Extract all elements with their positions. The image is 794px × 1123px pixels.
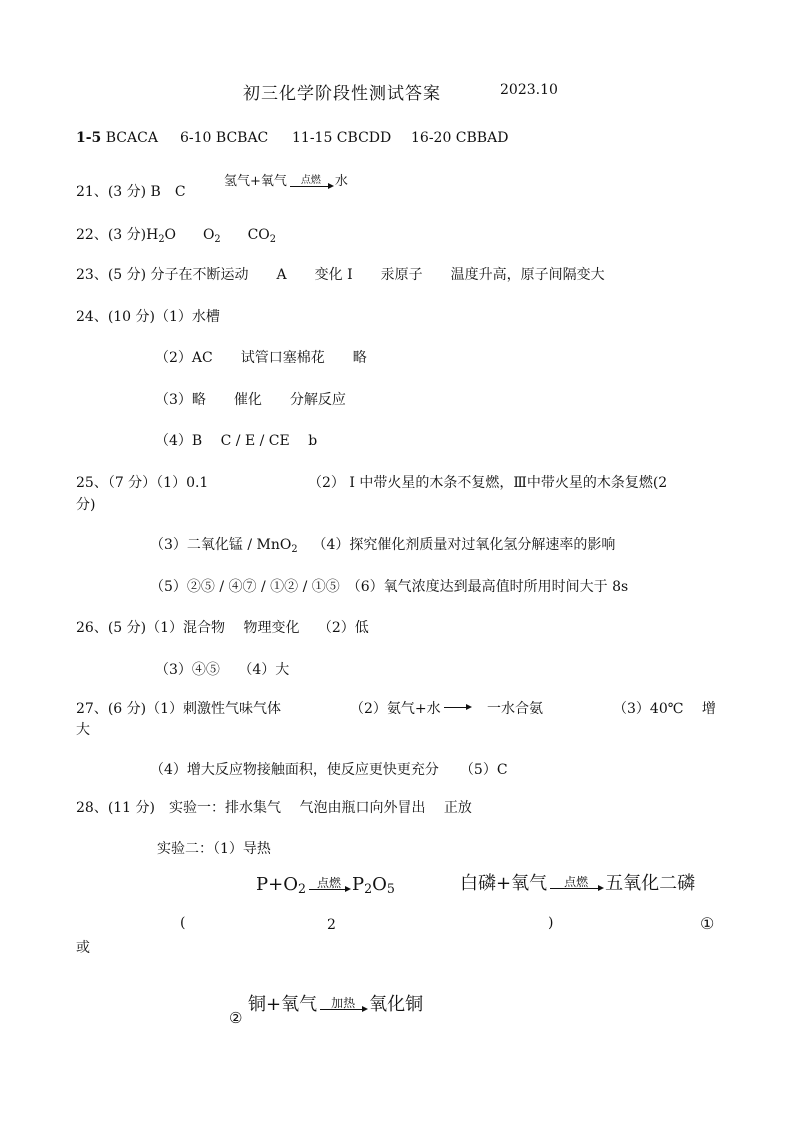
q27-reactant: （2）氨气+水 — [350, 701, 441, 717]
q27-line-1a: 27、(6 分)（1）刺激性气味气体 — [76, 701, 282, 717]
eq1-left-sub: 2 — [297, 881, 306, 896]
q28-or: 或 — [76, 940, 90, 956]
q25-line-1a: 25、（7 分）（1）0.1 — [76, 475, 209, 491]
q28-line-1: 28、(11 分) 实验一：排水集气 气泡由瓶口向外冒出 正放 — [76, 800, 472, 816]
eq1-right-o: O — [372, 874, 387, 895]
q27-line-1c: 一水合氨 — [487, 701, 543, 717]
eq1-right-p-sub: 2 — [364, 881, 373, 896]
q25-line-1b: （2） I 中带火星的木条不复燃，Ⅲ中带火星的木条复燃(2 — [308, 475, 668, 491]
q27-line-1d: （3）40℃ 增 — [613, 701, 716, 717]
q24-line-3: （3）略 催化 分解反应 — [155, 392, 346, 408]
q25-line-3: （5）②⑤ / ④⑦ / ①② / ①⑤ （6）氧气浓度达到最高值时所用时间大于 8s — [150, 579, 629, 595]
q27-line-1e: 大 — [76, 722, 90, 738]
q28-equation-3 — [248, 990, 423, 1016]
eq1-condition: 点燃 — [316, 875, 341, 890]
q25-line-2 — [150, 534, 615, 555]
q22-co2: CO — [247, 227, 270, 243]
q25-mno2-sub: 2 — [291, 544, 298, 555]
q27-line-1b — [350, 698, 473, 718]
q22-o2: O — [202, 227, 215, 243]
eq2-right: 五氧化二磷 — [605, 873, 696, 894]
q28-equation-2 — [460, 869, 695, 895]
q26-line-2: （3）④⑤ （4）大 — [155, 662, 290, 678]
q27-line-2: （4）增大反应物接触面积，使反应更快更充分 （5）C — [150, 762, 508, 778]
q21-equation — [224, 170, 348, 189]
eq1-left: P+O — [256, 874, 298, 895]
q22-line — [76, 224, 276, 245]
eq1-right-p: P — [351, 874, 365, 895]
q25-line-2a: （3）二氧化锰 / MnO — [150, 537, 292, 553]
q28-circle-2: ② — [229, 1009, 243, 1027]
eq3-right: 氧化铜 — [369, 994, 424, 1015]
q21-product: 水 — [334, 174, 348, 189]
q22-h2o-sub: 2 — [158, 234, 165, 245]
q22-co2-sub: 2 — [269, 234, 276, 245]
q28-score: 2 — [327, 917, 336, 933]
q21-arrow — [290, 176, 332, 187]
page-title: 初三化学阶段性测试答案 — [243, 84, 441, 104]
arrow-icon — [550, 888, 602, 889]
eq1-right-o-sub: 5 — [386, 881, 395, 896]
q21-label: 21、(3 分) B C — [76, 184, 186, 200]
q24-line-4: （4）B C / E / CE b — [155, 433, 318, 449]
arrow-icon — [290, 186, 332, 187]
eq2-left: 白磷+氧气 — [460, 873, 548, 894]
arrow-icon — [309, 889, 349, 890]
q28-circle-1: ① — [700, 914, 715, 933]
q24-line-2: （2）AC 试管口塞棉花 略 — [155, 350, 367, 366]
q27-arrow — [444, 707, 470, 708]
eq1-arrow — [309, 877, 349, 890]
q21-reactant: 氢气+氧气 — [224, 174, 287, 189]
arrow-icon — [444, 707, 470, 708]
q28-line-2: 实验二：（1）导热 — [157, 841, 271, 857]
eq3-condition: 加热 — [331, 995, 356, 1010]
q25-line-1c: 分) — [76, 497, 96, 513]
q22-label: 22、(3 分)H — [76, 227, 159, 243]
q28-paren-open: ( — [180, 915, 186, 931]
q22-o2-sub: 2 — [214, 234, 221, 245]
mc-group-1-range: 1-5 — [76, 130, 102, 146]
q25-line-2b: （4）探究催化剂质量对过氧化氢分解速率的影响 — [312, 537, 616, 553]
q22-h2o-o: O — [164, 227, 177, 243]
mc-group-2: 6-10 BCBAC — [180, 130, 269, 146]
mc-group-4: 16-20 CBBAD — [411, 130, 509, 146]
eq2-condition: 点燃 — [564, 874, 589, 889]
mc-group-3: 11-15 CBCDD — [292, 130, 392, 146]
q28-equation-1 — [256, 874, 395, 896]
mc-group-1 — [76, 130, 158, 146]
mc-group-1-answers: BCACA — [105, 130, 158, 146]
eq2-arrow — [550, 876, 602, 889]
arrow-icon — [320, 1009, 366, 1010]
q24-line-1: 24、(10 分)（1）水槽 — [76, 309, 220, 325]
eq3-arrow — [320, 997, 366, 1010]
q23-line: 23、(5 分) 分子在不断运动 A 变化 I 汞原子 温度升高，原子间隔变大 — [76, 267, 605, 283]
q28-paren-close: ) — [548, 915, 554, 931]
q21-condition: 点燃 — [300, 175, 321, 186]
q26-line-1: 26、(5 分)（1）混合物 物理变化 （2）低 — [76, 620, 369, 636]
date-label: 2023.10 — [500, 82, 558, 98]
eq3-left: 铜+氧气 — [248, 994, 318, 1015]
